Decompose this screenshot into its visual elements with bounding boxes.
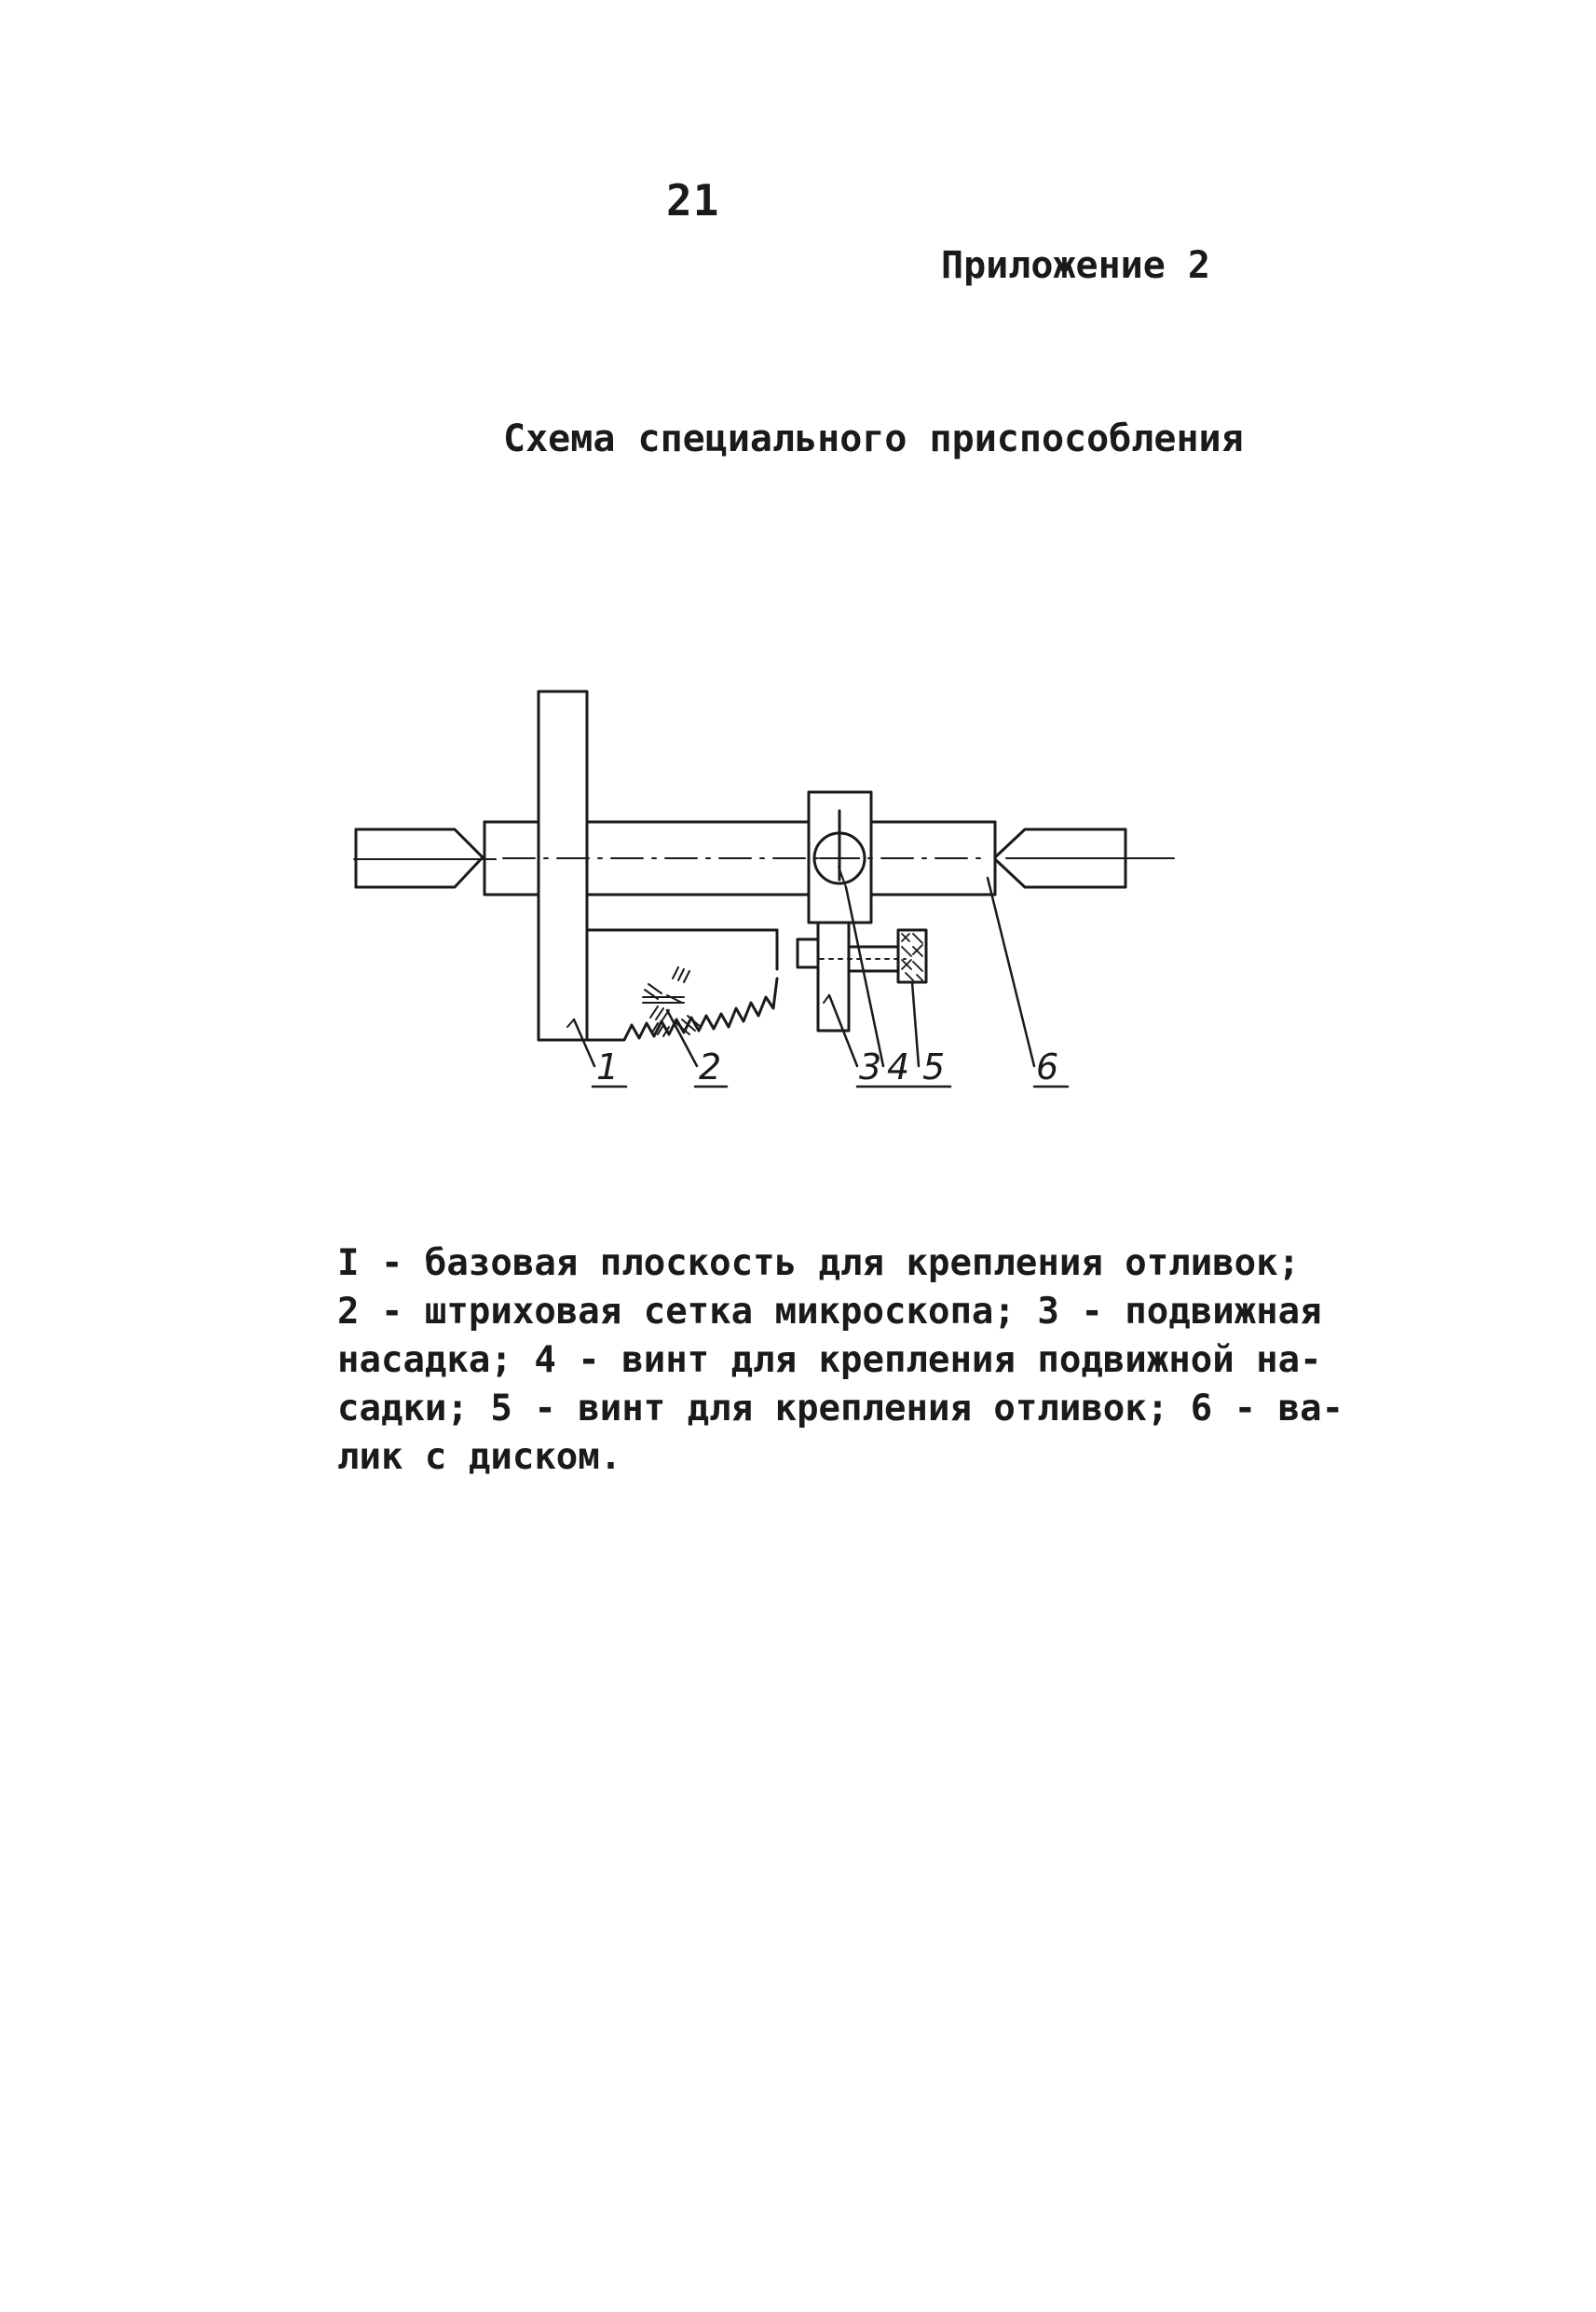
figure-legend xyxy=(337,1239,1344,1482)
device-diagram xyxy=(335,671,1193,1109)
part-label-4: 4 xyxy=(887,1047,910,1088)
right-center xyxy=(995,829,1174,887)
legend-line: I - базовая плоскость для крепления отливок; xyxy=(337,1242,1301,1284)
appendix-label: Приложение 2 xyxy=(941,244,1210,287)
page-number: 21 xyxy=(666,175,720,226)
scheme-title: Схема специального приспособления xyxy=(503,417,1244,460)
movable-attachment xyxy=(809,792,871,1031)
left-center xyxy=(354,829,496,887)
part-label-2: 2 xyxy=(699,1047,722,1088)
part-label-1: 1 xyxy=(596,1047,620,1088)
legend-line: лик с диском. xyxy=(337,1436,622,1478)
part-label-5: 5 xyxy=(922,1047,946,1088)
casting xyxy=(587,930,777,1040)
base-plate xyxy=(539,691,587,1040)
legend-line: насадка; 4 - винт для крепления подвижной на- xyxy=(337,1339,1322,1381)
part-label-3: 3 xyxy=(859,1047,882,1088)
legend-line: 2 - штриховая сетка микроскопа; 3 - подвижная xyxy=(337,1291,1322,1333)
legend-line: садки; 5 - винт для крепления отливок; 6 - ва- xyxy=(337,1388,1344,1430)
part-label-6: 6 xyxy=(1036,1047,1059,1088)
leader-lines xyxy=(574,878,1034,1066)
shaft-with-disk xyxy=(484,822,995,895)
